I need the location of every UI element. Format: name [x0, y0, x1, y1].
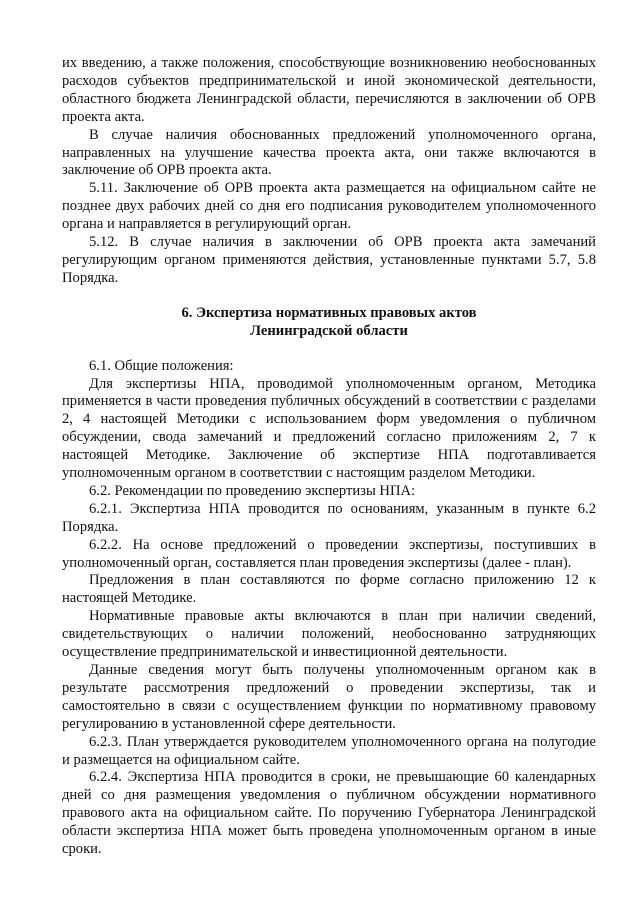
paragraph-data-sources: Данные сведения могут быть получены уполномоченным органом как в результате рассмотрения предложений о проведении экспертизы, так и самостоятельно в связи с осуществлением функции по нормативному правовому регулированию в установленной сфере деятельности.: [62, 662, 596, 732]
paragraph-proposals: В случае наличия обоснованных предложений уполномоченного органа, направленных на улучшение качества проекта акта, они также включаются в заключение об ОРВ проекта акта.: [62, 126, 596, 179]
paragraph-6-2-4: 6.2.4. Экспертиза НПА проводится в сроки, не превышающие 60 календарных дней со дня размещения уведомления о публичном обсуждении нормативного правового акта на официальном сайте. По поручению Губернатора Ленинградской области экспертиза НПА может быть проведена уполномоченным органом в иные сроки.: [62, 769, 596, 858]
section-heading-line-1: 6. Экспертиза нормативных правовых актов: [181, 304, 477, 321]
paragraph-6-2: 6.2. Рекомендации по проведению экспертизы НПА:: [89, 482, 416, 499]
paragraph-methodology: Для экспертизы НПА, проводимой уполномоченным органом, Методика применяется в части проведения публичных обсуждений в соответствии с разделами 2, 4 настоящей Методики с использованием форм уведомления о публичном обсуждении, свода замечаний и предложений согласно приложениям 2, 7 к настоящей Методике. Заключение об экспертизе НПА подготавливается уполномоченным органом в соответствии с настоящим разделом Методики.: [62, 375, 596, 482]
paragraph-6-2-3: 6.2.3. План утверждается руководителем уполномоченного органа на полугодие и размещается на официальном сайте.: [62, 733, 596, 768]
section-heading-line-2: Ленинградской области: [250, 322, 408, 339]
spacer: [62, 341, 596, 358]
paragraph-continuation: их введению, а также положения, способствующие возникновению необоснованных расходов субъектов предпринимательской и иной экономической деятельности, областного бюджета Ленинградской области, перечисляются в заключении об ОРВ проекта акта.: [62, 55, 596, 125]
spacer: [62, 288, 596, 305]
paragraph-plan-inclusion: Нормативные правовые акты включаются в план при наличии сведений, свидетельствующих о наличии положений, необоснованно затрудняющих осуществление предпринимательской и инвестиционной деятельности.: [62, 608, 596, 661]
paragraph-5-11: 5.11. Заключение об ОРВ проекта акта размещается на официальном сайте не позднее двух рабочих дней со дня его подписания руководителем уполномоченного органа и направляется в регулирующий орган.: [62, 180, 596, 233]
paragraph-6-2-1: 6.2.1. Экспертиза НПА проводится по основаниям, указанным в пункте 6.2 Порядка.: [62, 500, 596, 535]
paragraph-6-2-2: 6.2.2. На основе предложений о проведении экспертизы, поступивших в уполномоченный орган, составляется план проведения экспертизы (далее - план).: [62, 536, 596, 571]
paragraph-plan-form: Предложения в план составляются по форме согласно приложению 12 к настоящей Методике.: [62, 572, 596, 607]
paragraph-5-12: 5.12. В случае наличия в заключении об ОРВ проекта акта замечаний регулирующим органом применяются действия, установленные пунктами 5.7, 5.8 Порядка.: [62, 234, 596, 286]
paragraph-6-1: 6.1. Общие положения:: [89, 357, 234, 374]
document-page: [62, 55, 596, 859]
